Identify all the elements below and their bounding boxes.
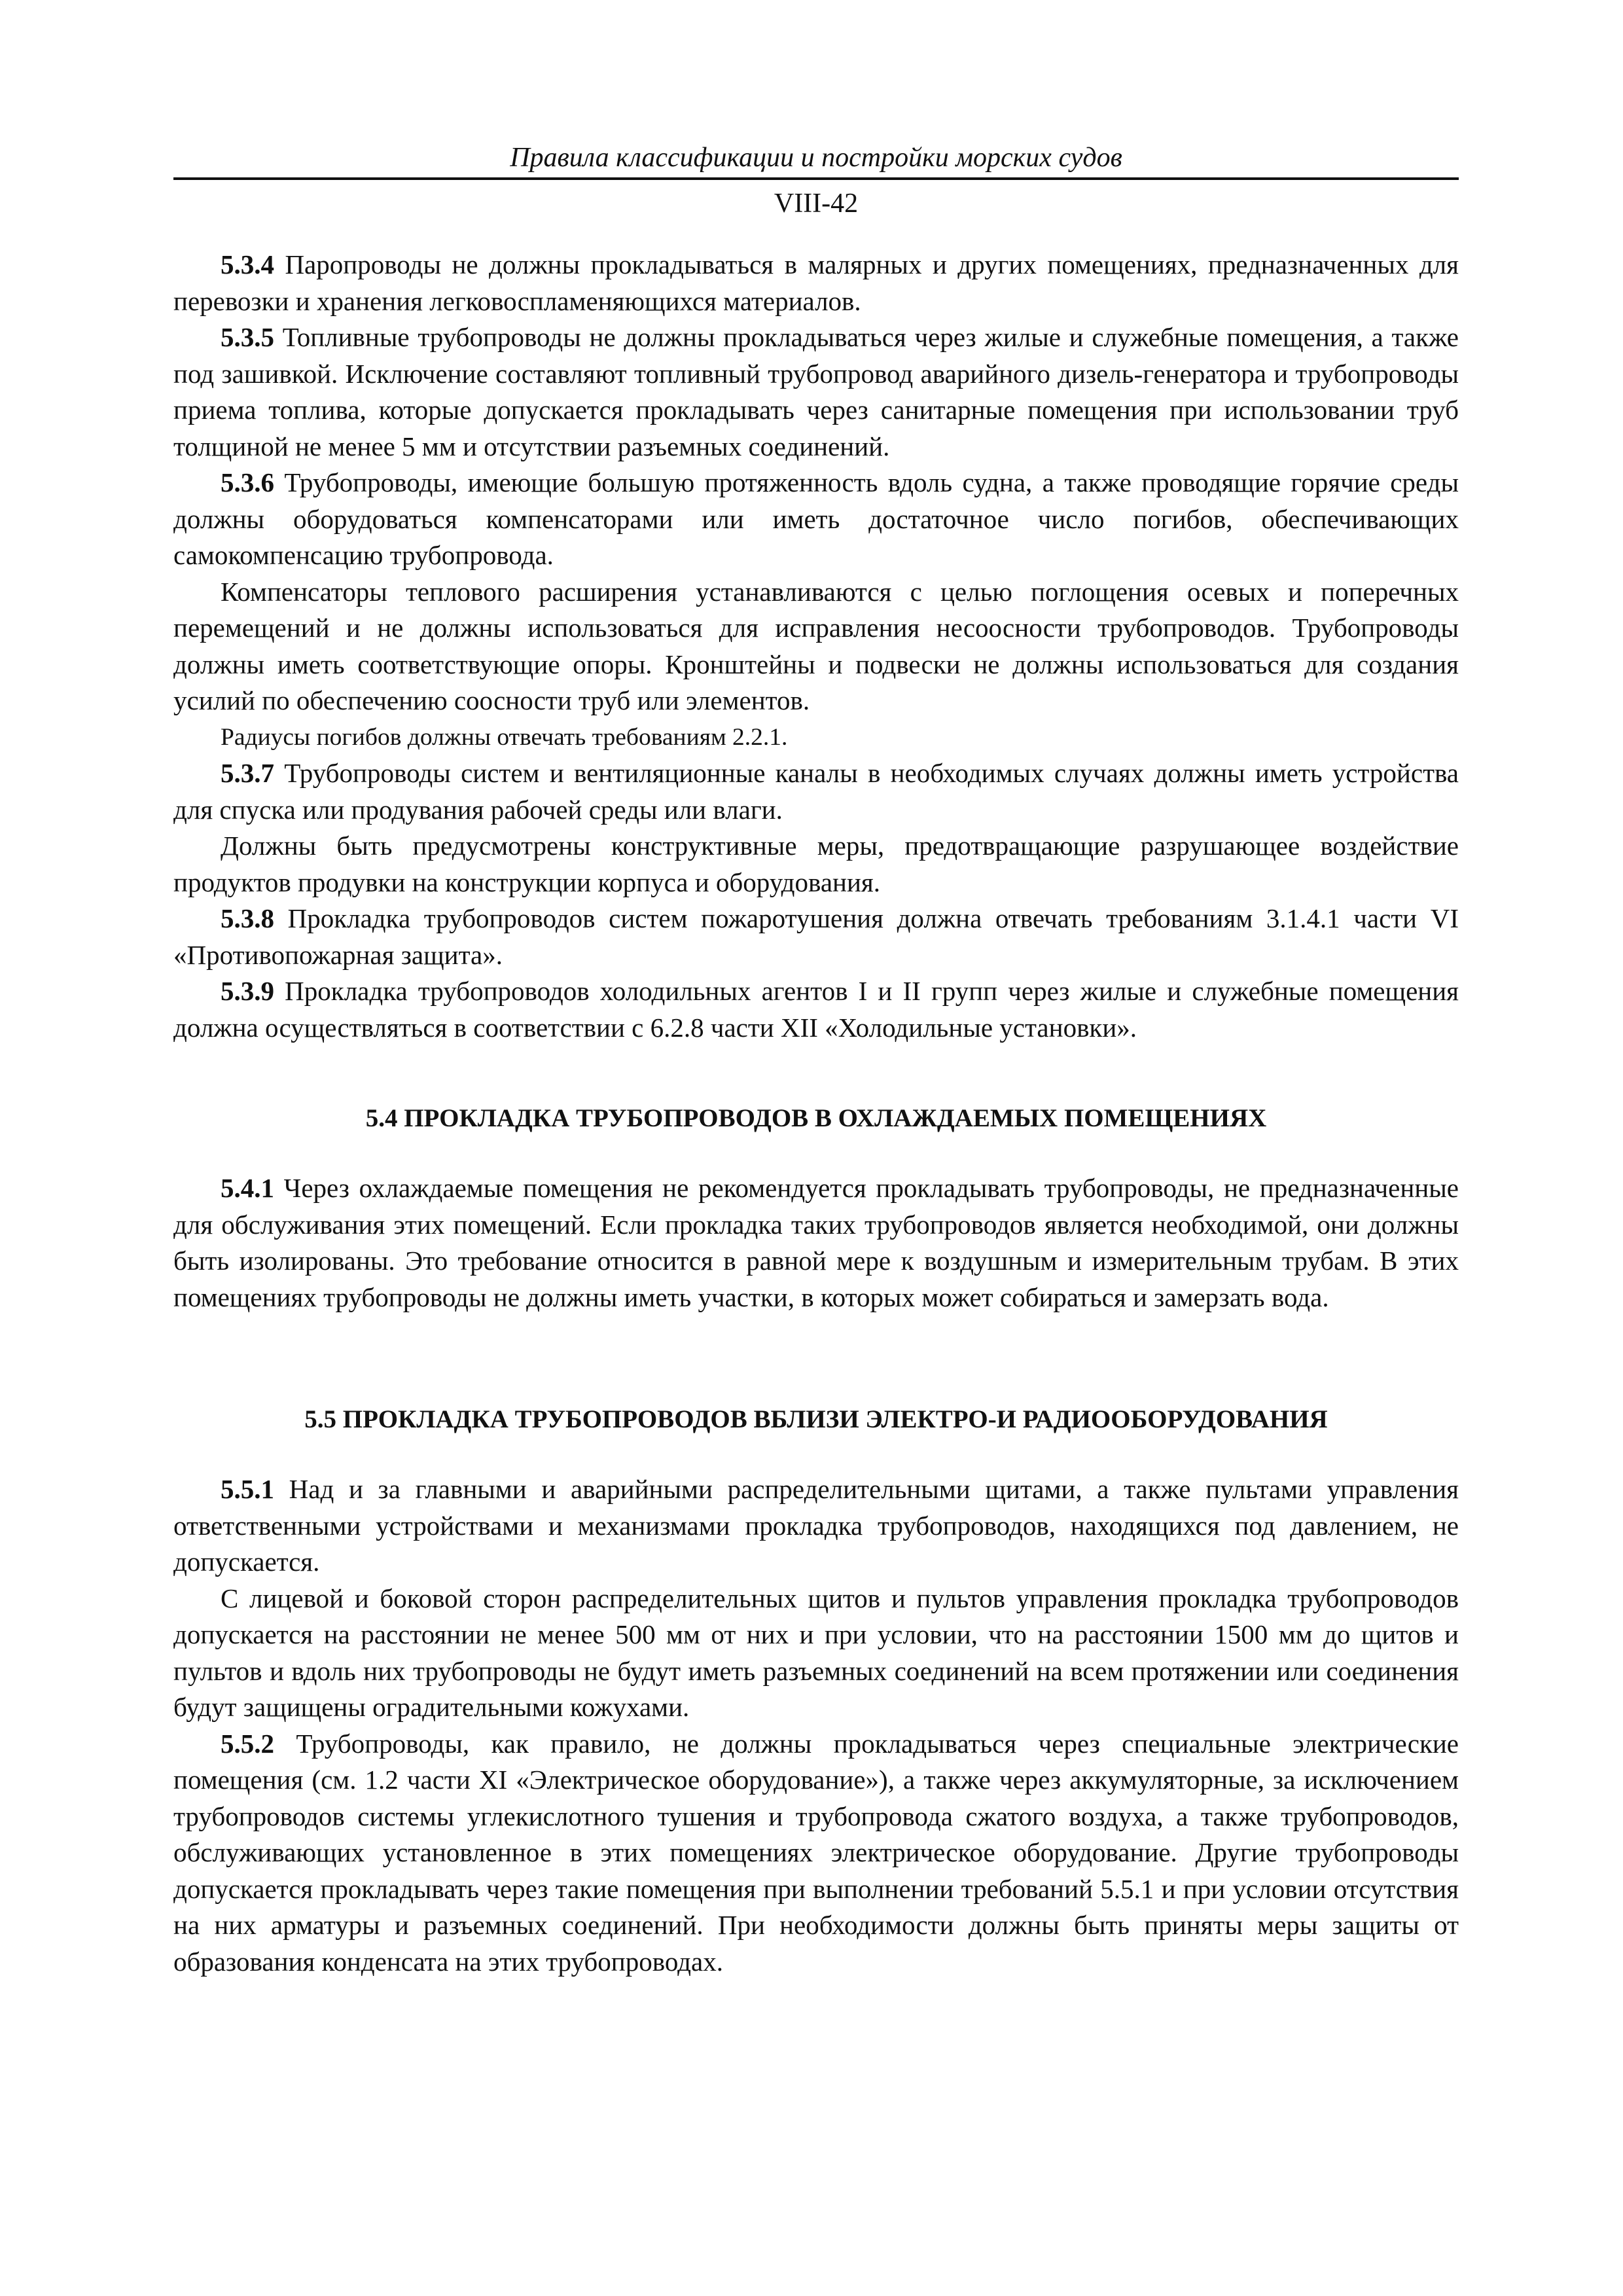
paragraph-5-3-6-compensators: Компенсаторы теплового расширения устанавливаются с целью поглощения осевых и поперечных перемещений и не должны использоваться для исправления несоосности трубопроводов. Трубопроводы должны иметь соответствующие опоры. Кронштейны и подвески не должны использоваться для создания усилий по обеспечению соосности труб или элементов. [173,576,1459,715]
paragraph-5-5-1-distances: С лицевой и боковой сторон распределительных щитов и пультов управления прокладка трубопроводов допускается на расстоянии не менее 500 мм от них и при условии, что на расстоянии 1500 мм до щитов и пультов и вдоль них трубопроводы не будут иметь разъемных соединений на всем протяжении или соединения будут защищены оградительными кожухами. [173,1583,1459,1722]
paragraph-5-3-6-bend-radii: Радиусы погибов должны отвечать требованиям 2.2.1. [221,723,788,751]
running-title: Правила классификации и постройки морских судов [510,143,1122,173]
clause-text: Через охлаждаемые помещения не рекомендуется прокладывать трубопроводы, не предназначенные для обслуживания этих помещений. Если прокладка таких трубопроводов является необходимой, они должны быть изолированы. Это требование относится в равной мере к воздушным и измерительным трубам. В этих помещениях трубопроводы не должны иметь участки, в которых может собираться и замерзать вода. [173,1173,1459,1312]
clause-number: 5.4.1 [221,1173,274,1203]
paragraph-5-3-9 [173,973,1459,1046]
clause-number: 5.5.1 [221,1474,274,1504]
clause-number: 5.5.2 [221,1728,274,1759]
header-rule [173,177,1459,180]
clause-text: Трубопроводы, как правило, не должны прокладываться через специальные электрические помещения (см. 1.2 части XI «Электрическое оборудование»), а также через аккумуляторные, за исключением трубопроводов системы углекислотного тушения и трубопровода сжатого воздуха, а также трубопроводов, обслуживающих установленное в этих помещениях электрическое оборудование. Другие трубопроводы допускается прокладывать через такие помещения при выполнении требований 5.5.1 и при условии отсутствия на них арматуры и разъемных соединений. При необходимости должны быть приняты меры защиты от образования конденсата на этих трубопроводах. [173,1728,1459,1977]
document-page [173,141,1459,1980]
clause-text: Паропроводы не должны прокладываться в малярных и других помещениях, предназначенных для перевозки и хранения легковоспламеняющихся материалов. [173,249,1459,316]
paragraph-5-3-7-measures: Должны быть предусмотрены конструктивные меры, предотвращающие разрушающее воздействие продуктов продувки на конструкции корпуса и оборудования. [173,831,1459,897]
clause-number: 5.3.8 [221,903,274,933]
clause-number: 5.3.5 [221,322,274,352]
clause-number: 5.3.4 [221,249,274,279]
clause-number: 5.3.6 [221,467,274,497]
clause-text: Над и за главными и аварийными распределительными щитами, а также пультами управления ответственными устройствами и механизмами прокладка трубопроводов, находящихся под давлением, не допускается. [173,1474,1459,1577]
clause-number: 5.3.7 [221,758,274,788]
clause-text: Прокладка трубопроводов холодильных агентов I и II групп через жилые и служебные помещения должна осуществляться в соответствии с 6.2.8 части XII «Холодильные установки». [173,976,1459,1043]
paragraph-5-3-8 [173,901,1459,973]
paragraph-5-3-7 [173,755,1459,828]
paragraph-5-5-2 [173,1726,1459,1981]
paragraph-5-3-6 [173,465,1459,574]
paragraph-5-5-1 [173,1471,1459,1581]
paragraph-5-3-4 [173,247,1459,319]
clause-text: Прокладка трубопроводов систем пожаротушения должна отвечать требованиям 3.1.4.1 части VI «Противопожарная защита». [173,903,1459,970]
clause-text: Трубопроводы, имеющие большую протяженность вдоль судна, а также проводящие горячие среды должны оборудоваться компенсаторами или иметь достаточное число погибов, обеспечивающих самокомпенсацию трубопровода. [173,467,1459,570]
paragraph-5-3-5 [173,319,1459,465]
paragraph-5-4-1 [173,1170,1459,1316]
section-heading-5-4: 5.4 ПРОКЛАДКА ТРУБОПРОВОДОВ В ОХЛАЖДАЕМЫХ ПОМЕЩЕНИЯХ [365,1104,1267,1132]
clause-number: 5.3.9 [221,976,274,1006]
section-heading-5-5: 5.5 ПРОКЛАДКА ТРУБОПРОВОДОВ ВБЛИЗИ ЭЛЕКТРО-И РАДИООБОРУДОВАНИЯ [304,1405,1328,1433]
clause-text: Топливные трубопроводы не должны прокладываться через жилые и служебные помещения, а также под зашивкой. Исключение составляют топливный трубопровод аварийного дизель-генератора и трубопроводы приема топлива, которые допускается прокладывать через санитарные помещения при использовании труб толщиной не менее 5 мм и отсутствии разъемных соединений. [173,322,1459,461]
clause-text: Трубопроводы систем и вентиляционные каналы в необходимых случаях должны иметь устройства для спуска или продувания рабочей среды или влаги. [173,758,1459,825]
page-number: VIII-42 [774,188,859,219]
